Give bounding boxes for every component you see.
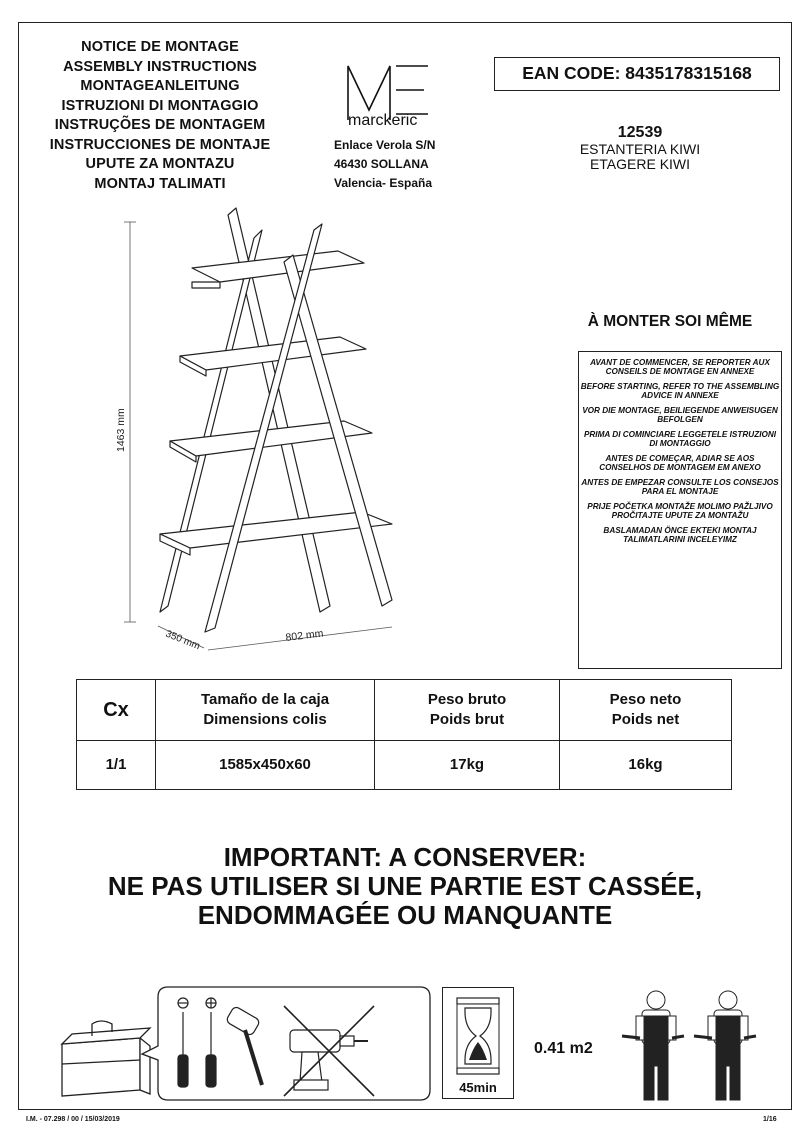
title-line: MONTAGEANLEITUNG [80,78,240,94]
address-line: Valencia- España [334,176,433,190]
title-line: UPUTE ZA MONTAZU [85,156,235,172]
title-line: ISTRUZIONI DI MONTAGGIO [61,97,259,114]
advice-text: BEFORE STARTING, REFER TO THE ASSEMBLING ADVICE IN ANNEXE [580,382,780,400]
document-reference: I.M. - 07.298 / 00 / 15/03/2019 [26,1116,120,1123]
cell-gross-weight: 17kg [375,741,560,790]
product-name-es: ESTANTERIA KIWI [579,141,701,157]
advice-text: PRIJE POČETKA MONTAŽE MOLIMO PAŽLJIVO PROČITAJTE UPUTE ZA MONTAŽU [587,502,773,520]
address-line: Enlace Verola S/N [334,138,436,152]
warning-line: NE PAS UTILISER SI UNE PARTIE EST CASSÉE, [107,871,703,901]
assembly-time-box [442,987,514,1099]
page-number: 1/16 [763,1116,777,1123]
self-assembly-heading: À MONTER SOI MÊME [587,313,753,330]
advice-text: PRIMA DI COMINCIARE LEGGETELE ISTRUZIONI DI MONTAGGIO [583,430,777,448]
title-line: INSTRUCCIONES DE MONTAJE [49,136,271,153]
header-text: Poids brut [429,711,505,728]
cell-box-size: 1585x450x60 [156,741,375,790]
header-net-weight [560,680,732,741]
title-line: ASSEMBLY INSTRUCTIONS [63,58,257,75]
cell-cx: 1/1 [77,741,156,790]
cell-net-weight: 16kg [560,741,732,790]
assembly-area-label: 0.41 m2 [534,1040,593,1057]
assembly-advice-box [578,351,782,669]
height-dimension-label: 1463 mm [115,408,127,452]
header-text: Dimensions colis [203,711,327,728]
assembly-time-label: 45min [459,1080,497,1095]
header-text: Poids net [611,711,680,728]
width-dimension-label: 802 mm [284,627,325,644]
address-line: 46430 SOLLANA [334,157,429,171]
product-code: 12539 [617,124,663,141]
product-info [540,124,740,172]
header-text: Peso bruto [427,691,507,708]
worker-figure-1 [622,991,684,1100]
brand-name: marckeric [348,112,418,129]
title-line: MONTAJ TALIMATI [94,175,226,192]
advice-text: ANTES DE COMEÇAR, ADIAR SE AOS CONSELHOS DE MONTAGEM EM ANEXO [599,454,761,472]
header-cx: Cx [77,680,156,741]
toolbox-icon [62,1021,150,1096]
warning-line: ENDOMMAGÉE OU MANQUANTE [197,900,613,930]
title-line: NOTICE DE MONTAGE [81,39,239,55]
advice-text: ANTES DE EMPEZAR CONSULTE LOS CONSEJOS PARA EL MONTAJE [581,478,779,496]
product-name-fr: ETAGERE KIWI [589,156,691,172]
worker-figure-2 [694,991,756,1100]
depth-dimension-label: 350 mm [163,628,202,653]
header-text: Tamaño de la caja [200,691,330,708]
ean-code-box: EAN CODE: 8435178315168 [494,57,780,91]
warning-line: IMPORTANT: A CONSERVER: [223,842,587,872]
advice-text: AVANT DE COMMENCER, SE REPORTER AUX CONSEILS DE MONTAGE EN ANNEXE [590,358,770,376]
two-person-assembly-icon [616,986,796,1106]
advice-text: VOR DIE MONTAGE, BEILIEGENDE ANWEISUGEN BEFOLGEN [582,406,778,424]
advice-text: BASLAMADAN ÖNCE EKTEKI MONTAJ TALIMATLARINI INCELEYIMZ [603,526,757,544]
header-text: Peso neto [609,691,682,708]
hourglass-icon [443,990,513,1080]
title-line: INSTRUÇÕES DE MONTAGEM [54,117,266,133]
